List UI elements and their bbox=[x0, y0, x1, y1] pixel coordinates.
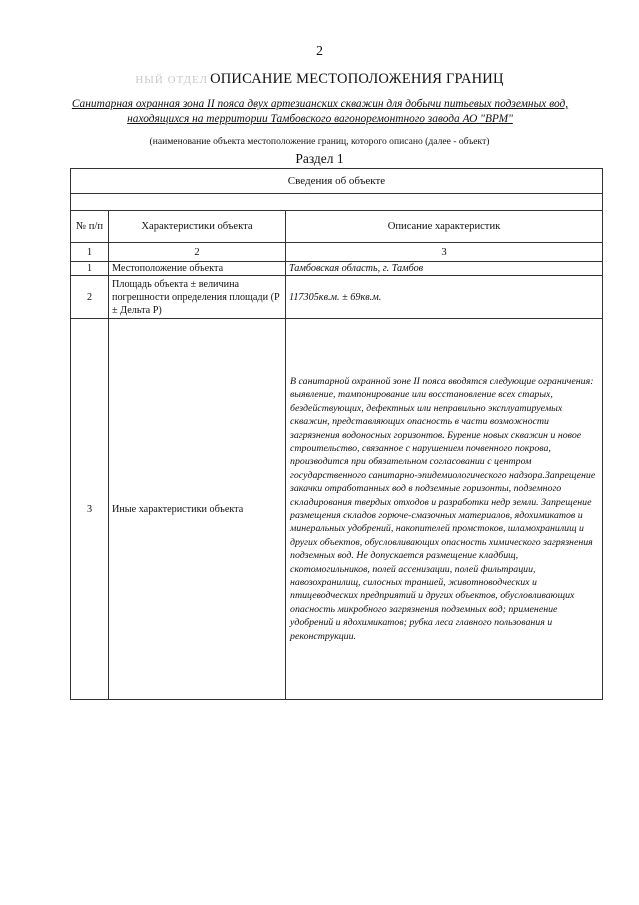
row-description: 117305кв.м. ± 69кв.м. bbox=[286, 276, 603, 319]
row-characteristic: Местоположение объекта bbox=[109, 262, 286, 276]
row-description: Тамбовская область, г. Тамбов bbox=[286, 262, 603, 276]
title-text: ОПИСАНИЕ МЕСТОПОЛОЖЕНИЯ ГРАНИЦ bbox=[210, 71, 504, 87]
row-characteristic: Площадь объекта ± величина погрешности определения площади (Р ± Дельта Р) bbox=[109, 276, 286, 319]
column-number-1: 1 bbox=[71, 243, 109, 262]
table-spacer-row bbox=[71, 194, 603, 211]
row-number: 1 bbox=[71, 262, 109, 276]
page-title bbox=[0, 71, 639, 88]
table-row bbox=[71, 262, 603, 276]
faded-stamp-text: НЫЙ ОТДЕЛ bbox=[135, 74, 209, 86]
object-name-line2: находящихся на территории Тамбовского вагоноремонтного завода АО "ВРМ" bbox=[127, 113, 513, 125]
page-number: 2 bbox=[316, 44, 323, 59]
column-number-2: 2 bbox=[109, 243, 286, 262]
section-title: Раздел 1 bbox=[295, 151, 344, 166]
object-name-line1: Санитарная охранная зона II пояса двух артезианских скважин для добычи питьевых подземных вод, bbox=[71, 98, 569, 110]
object-name bbox=[40, 97, 600, 127]
object-info-table bbox=[70, 168, 603, 700]
header-characteristic: Характеристики объекта bbox=[109, 211, 286, 243]
row-description: В санитарной охранной зоне II пояса вводятся следующие ограничения: выявление, тампонирование или восстановление всех старых, бездействующих, дефектных или неправильно эксплуатируемых скважин, представляющих опасность в части возможности загрязнения водоносных горизонтов. Бурение новых скважин и новое строительство, связанное с нарушением почвенного покрова, производится при обязательном согласовании с центром государственного санитарно-эпидемиологического надзора.Запрещение закачки отработанных вод в подземные горизонты, подземного складирования твердых отходов и разработки недр земли. Запрещение размещения складов горюче-смазочных материалов, ядохимикатов и минеральных удобрений, накопителей промстоков, шламохранилищ и других объектов, обусловливающих опасность химического загрязнения подземных вод. Не допускается размещение кладбищ, скотомогильников, полей ассенизации, полей фильтрации, навозохранилищ, силосных траншей, животноводческих и птицеводческих предприятий и других объектов, обусловливающих опасность микробного загрязнения подземных вод; применение удобрений и ядохимикатов; рубка леса главного пользования и реконструкции. bbox=[286, 319, 603, 700]
table-row bbox=[71, 276, 603, 319]
header-number: № п/п bbox=[71, 211, 109, 243]
row-number: 3 bbox=[71, 319, 109, 700]
table-row bbox=[71, 319, 603, 700]
table-title: Сведения об объекте bbox=[71, 169, 603, 194]
column-number-3: 3 bbox=[286, 243, 603, 262]
row-number: 2 bbox=[71, 276, 109, 319]
object-name-caption: (наименование объекта местоположение границ, которого описано (далее - объект) bbox=[149, 136, 490, 147]
row-characteristic: Иные характеристики объекта bbox=[109, 319, 286, 700]
header-description: Описание характеристик bbox=[286, 211, 603, 243]
